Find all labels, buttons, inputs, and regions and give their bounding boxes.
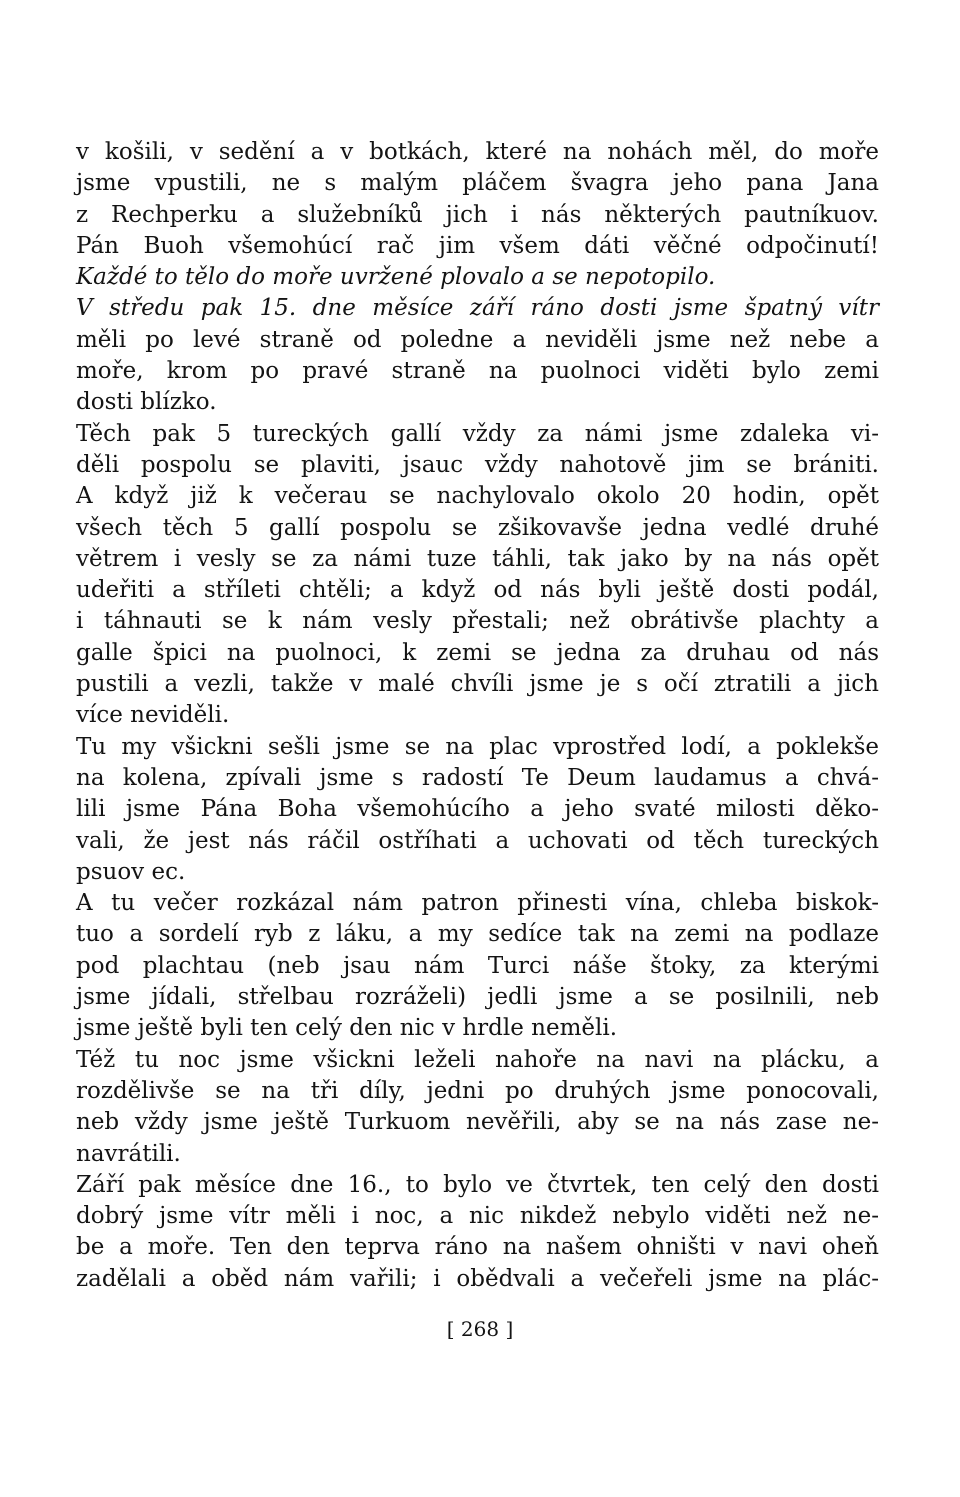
text-line: A tu večer rozkázal nám patron přinesti vína, chleba biskok- [76,890,879,917]
text-line: Každé to tělo do moře uvržené plovalo a se nepotopilo. [76,264,716,291]
text-line: v košili, v sedění a v botkách, které na nohách měl, do moře [76,139,879,165]
text-line: be a moře. Ten den teprva ráno na našem ohništi v navi oheň [76,1234,879,1261]
text-line: všech těch 5 gallí pospolu se zšikovavše jedna vedlé druhé [76,514,879,541]
text-line: dobrý jsme vítr měli i noc, a nic nikdež nebylo viděti než ne- [76,1203,879,1230]
text-line: jsme ještě byli ten celý den nic v hrdle neměli. [76,1015,618,1042]
text-line: moře, krom po pravé straně na puolnoci viděti bylo zemi [76,358,879,385]
text-line: měli po levé straně od poledne a neviděli jsme než nebe a [76,326,879,353]
text-line: na kolena, zpívali jsme s radostí Te Deum laudamus a chvá- [76,764,879,791]
text-line: zadělali a oběd nám vařili; i obědvali a večeřeli jsme na plác- [76,1265,879,1292]
text-line: navrátili. [76,1140,181,1167]
text-line: jsme vpustili, ne s malým pláčem švagra jeho pana Jana [76,170,879,197]
page-number: [ 268 ] [446,1317,514,1341]
text-line: pustili a vezli, takže v malé chvíli jsme je s očí ztratili a jich [76,671,879,698]
text-line: vali, že jest nás ráčil ostříhati a uchovati od těch tureckých [76,827,879,854]
text-line: pod plachtau (neb jsau nám Turci náše štoky, za kterými [76,952,879,979]
text-line: V středu pak 15. dne měsíce září ráno dosti jsme špatný vítr [76,295,879,322]
text-line: rozdělivše se na tři díly, jedni po druhých jsme ponocovali, [76,1077,879,1104]
text-line: Těch pak 5 tureckých gallí vždy za námi jsme zdaleka vi- [76,420,879,447]
text-line: z Rechperku a služebníků jich i nás některých pautníkuov. [76,201,879,228]
text-line: lili jsme Pána Boha všemohúcího a jeho svaté milosti děko- [76,796,879,823]
text-line: Září pak měsíce dne 16., to bylo ve čtvrtek, ten celý den dosti [76,1171,879,1198]
text-line: dosti blízko. [76,389,217,416]
text-line: A když již k večerau se nachylovalo okolo 20 hodin, opět [76,483,879,510]
text-line: děli pospolu se plaviti, jsauc vždy nahotově jim se brániti. [76,451,879,478]
text-line: udeřiti a stříleti chtěli; a když od nás byli ještě dosti podál, [76,577,879,604]
text-line: neb vždy jsme ještě Turkuom nevěřili, aby se na nás zase ne- [76,1109,879,1136]
page-body [76,137,879,1295]
text-line: galle špici na puolnoci, k zemi se jedna za druhau od nás [76,639,879,666]
text-line: i táhnauti se k nám vesly přestali; než obrátivše plachty a [76,608,879,635]
text-line: více neviděli. [76,702,230,729]
text-line: psuov ec. [76,858,186,885]
text-line: Též tu noc jsme všickni leželi nahoře na navi na plácku, a [76,1046,879,1073]
text-line: Pán Buoh všemohúcí rač jim všem dáti věčné odpočinutí! [76,232,879,259]
text-line: tuo a sordelí ryb z láku, a my sedíce tak na zemi na podlaze [76,921,879,948]
text-line: větrem i vesly se za námi tuze táhli, tak jako by na nás opět [76,545,879,572]
text-line: jsme jídali, střelbau rozráželi) jedli jsme a se posilnili, neb [76,984,879,1011]
text-line: Tu my všickni sešli jsme se na plac vprostřed lodí, a poklekše [76,733,879,760]
